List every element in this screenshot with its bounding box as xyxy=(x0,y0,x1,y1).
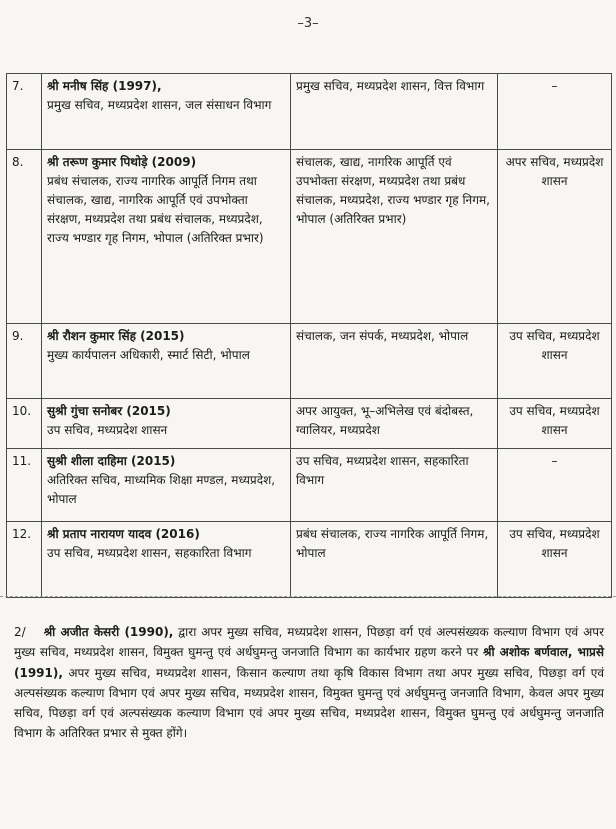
officer-name: श्री प्रताप नारायण यादव (2016) xyxy=(47,527,200,541)
table-row xyxy=(7,399,612,449)
officer-name: श्री तरूण कुमार पिथोड़े (2009) xyxy=(47,155,197,169)
officer-cell xyxy=(42,150,291,324)
paragraph-text-1: द्वारा अपर मुख्य सचिव, मध्यप्रदेश शासन, पिछड़ा वर्ग एवं अल्पसंख्यक कल्याण विभाग एवं अपर मुख्य सचिव, मध्यप्रदेश शासन, विमुक्त घुमन्तु एवं अर्धघुमन्तु जनजाति विभाग का कार्यभार ग्रहण करने पर xyxy=(14,625,604,660)
paragraph-text-2: अपर मुख्य सचिव, मध्यप्रदेश शासन, किसान कल्याण तथा कृषि विकास विभाग तथा अपर मुख्य सचिव, पिछड़ा वर्ग एवं अल्पसंख्यक कल्याण विभाग एवं अपर मुख्य सचिव, मध्यप्रदेश शासन, विमुक्त घुमन्तु एवं अर्धघुमन्तु जनजाति विभाग, केवल अपर मुख्य सचिव, पिछड़ा वर्ग एवं अल्पसंख्यक कल्याण विभाग एवं अपर मुख्य सचिव, मध्यप्रदेश शासन, विमुक्त घुमन्तु एवं अर्धघुमन्तु जनजाति विभाग के अतिरिक्त प्रभार से मुक्त होंगे। xyxy=(14,665,604,741)
table-row xyxy=(7,449,612,522)
new-posting: प्रमुख सचिव, मध्यप्रदेश शासन, वित्त विभाग xyxy=(291,74,498,150)
rank-cell: – xyxy=(498,449,612,522)
rank-cell: उप सचिव, मध्यप्रदेश शासन xyxy=(498,399,612,449)
officer-cell xyxy=(42,324,291,399)
serial-number: 12. xyxy=(7,522,42,598)
current-post: मुख्य कार्यपालन अधिकारी, स्मार्ट सिटी, भोपाल xyxy=(47,348,250,362)
current-post: प्रबंध संचालक, राज्य नागरिक आपूर्ति निगम तथा संचालक, खाद्य, नागरिक आपूर्ति एवं उपभोक्ता संरक्षण, मध्यप्रदेश तथा प्रबंध संचालक, मध्यप्रदेश, राज्य भण्डार गृह निगम, भोपाल (अतिरिक्त प्रभार) xyxy=(47,174,264,245)
new-posting: संचालक, जन संपर्क, मध्यप्रदेश, भोपाल xyxy=(291,324,498,399)
officer-cell xyxy=(42,522,291,598)
officer-name: श्री मनीष सिंह (1997), xyxy=(47,79,162,93)
new-posting: अपर आयुक्त, भू–अभिलेख एवं बंदोबस्त, ग्वालियर, मध्यप्रदेश xyxy=(291,399,498,449)
serial-number: 8. xyxy=(7,150,42,324)
new-posting: प्रबंध संचालक, राज्य नागरिक आपूर्ति निगम, भोपाल xyxy=(291,522,498,598)
rank-cell: – xyxy=(498,74,612,150)
table-row xyxy=(7,324,612,399)
current-post: अतिरिक्त सचिव, माध्यमिक शिक्षा मण्डल, मध्यप्रदेश, भोपाल xyxy=(47,473,276,506)
current-post: उप सचिव, मध्यप्रदेश शासन xyxy=(47,423,168,437)
officer-name-ashok: श्री अशोक बर्णवाल, भाप्रसे (1991), xyxy=(14,645,604,680)
officer-cell xyxy=(42,399,291,449)
serial-number: 7. xyxy=(7,74,42,150)
paragraph-number: 2/ xyxy=(14,625,26,639)
section-divider xyxy=(0,596,616,597)
officer-name: सुश्री शीला दाहिमा (2015) xyxy=(47,454,176,468)
rank-cell: अपर सचिव, मध्यप्रदेश शासन xyxy=(498,150,612,324)
table-row xyxy=(7,150,612,324)
officer-cell xyxy=(42,74,291,150)
current-post: उप सचिव, मध्यप्रदेश शासन, सहकारिता विभाग xyxy=(47,546,252,560)
new-posting: संचालक, खाद्य, नागरिक आपूर्ति एवं उपभोक्ता संरक्षण, मध्यप्रदेश तथा प्रबंध संचालक, मध्यप्रदेश, राज्य भण्डार गृह निगम, भोपाल (अतिरिक्त प्रभार) xyxy=(291,150,498,324)
page-number: –3– xyxy=(297,16,319,31)
officer-name: श्री रौशन कुमार सिंह (2015) xyxy=(47,329,185,343)
rank-cell: उप सचिव, मध्यप्रदेश शासन xyxy=(498,324,612,399)
serial-number: 9. xyxy=(7,324,42,399)
officer-name: सुश्री गुंचा सनोबर (2015) xyxy=(47,404,171,418)
order-paragraph xyxy=(14,622,604,744)
officer-cell xyxy=(42,449,291,522)
serial-number: 11. xyxy=(7,449,42,522)
table-row xyxy=(7,74,612,150)
transfer-orders-table xyxy=(6,73,612,598)
rank-cell: उप सचिव, मध्यप्रदेश शासन xyxy=(498,522,612,598)
officer-name-ajeet: श्री अजीत केसरी (1990), xyxy=(43,625,174,639)
serial-number: 10. xyxy=(7,399,42,449)
current-post: प्रमुख सचिव, मध्यप्रदेश शासन, जल संसाधन विभाग xyxy=(47,98,272,112)
new-posting: उप सचिव, मध्यप्रदेश शासन, सहकारिता विभाग xyxy=(291,449,498,522)
table-row xyxy=(7,522,612,598)
